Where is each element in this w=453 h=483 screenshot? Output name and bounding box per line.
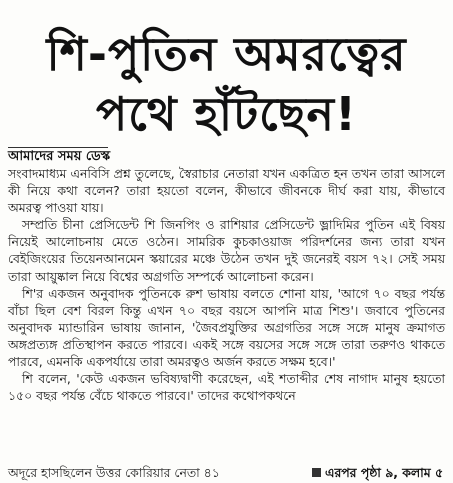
article-last-line: অদূরে হাসছিলেন উত্তর কোরিয়ার নেতা ৪১ [8,465,220,480]
square-bullet-icon [312,468,321,477]
paragraph-4: শি বলেন, 'কেউ একজন ভবিষ্যদ্বাণী করেছেন, এই শতাব্দীর শেষ নাগাদ মানুষ হয়তো ১৫০ বছর পর্যন্ত বেঁচে থাকতে পারবে।' তাদের কথোপকথনে [8,371,445,404]
continuation-note [312,464,443,481]
byline-rule [8,147,108,148]
headline-line-2: পথে হাঁটছেন! [96,87,357,141]
paragraph-3: শি'র একজন অনুবাদক পুতিনকে রুশ ভাষায় বলতে শোনা যায়, 'আগে ৭০ বছর পর্যন্ত বাঁচা ছিল বেশ বিরল কিন্তু এখন ৭০ বছর বয়সে আপনি মাত্র শিশু'। জবাবে পুতিনের অনুবাদক ম্যান্ডারিন ভাষায় জানান, 'জৈবপ্রযুক্তির অগ্রগতির সঙ্গে সঙ্গে মানুষ ক্রমাগত অঙ্গপ্রত্যঙ্গ প্রতিস্থাপন করতে পারবে। একই সঙ্গে বয়সের সঙ্গে সঙ্গে তারা তরুণও থাকতে পারবে, এমনকি একপর্যায়ে তারা অমরত্বও অর্জন করতে সক্ষম হবে।' [8,285,445,370]
paragraph-1: সংবাদমাধ্যম এনবিসি প্রশ্ন তুলেছে, স্বৈরাচার নেতারা যখন একত্রিত হন তখন তারা আসলে কী নিয়ে কথা বলেন? তারা হয়তো বলেন, কীভাবে জীবনকে দীর্ঘ করা যায়, কীভাবে অমরত্ব পাওয়া যায়। [8,166,445,216]
paragraph-2: সম্প্রতি চীনা প্রেসিডেন্ট শি জিনপিং ও রাশিয়ার প্রেসিডেন্ট ভ্লাদিমির পুতিন এই বিষয় নিয়েই আলোচনায় মেতে ওঠেন। সামরিক কুচকাওয়াজ পরিদর্শনের জন্য তারা যখন বেইজিংয়ের তিয়েনআনমেন স্কয়ারের মঞ্চে উঠেন তখন দুই জনেরই বয়স ৭২। সেই সময় তারা আয়ুষ্কাল নিয়ে বিশ্বের অগ্রগতি সম্পর্কে আলোচনা করেন। [8,217,445,284]
continuation-text: এরপর পৃষ্ঠা ৯, কলাম ৫ [325,465,443,480]
byline: আমাদের সময় ডেস্ক [8,149,111,164]
headline-line-1: শি-পুতিন অমরত্বের [46,27,407,81]
article-body [8,165,445,404]
